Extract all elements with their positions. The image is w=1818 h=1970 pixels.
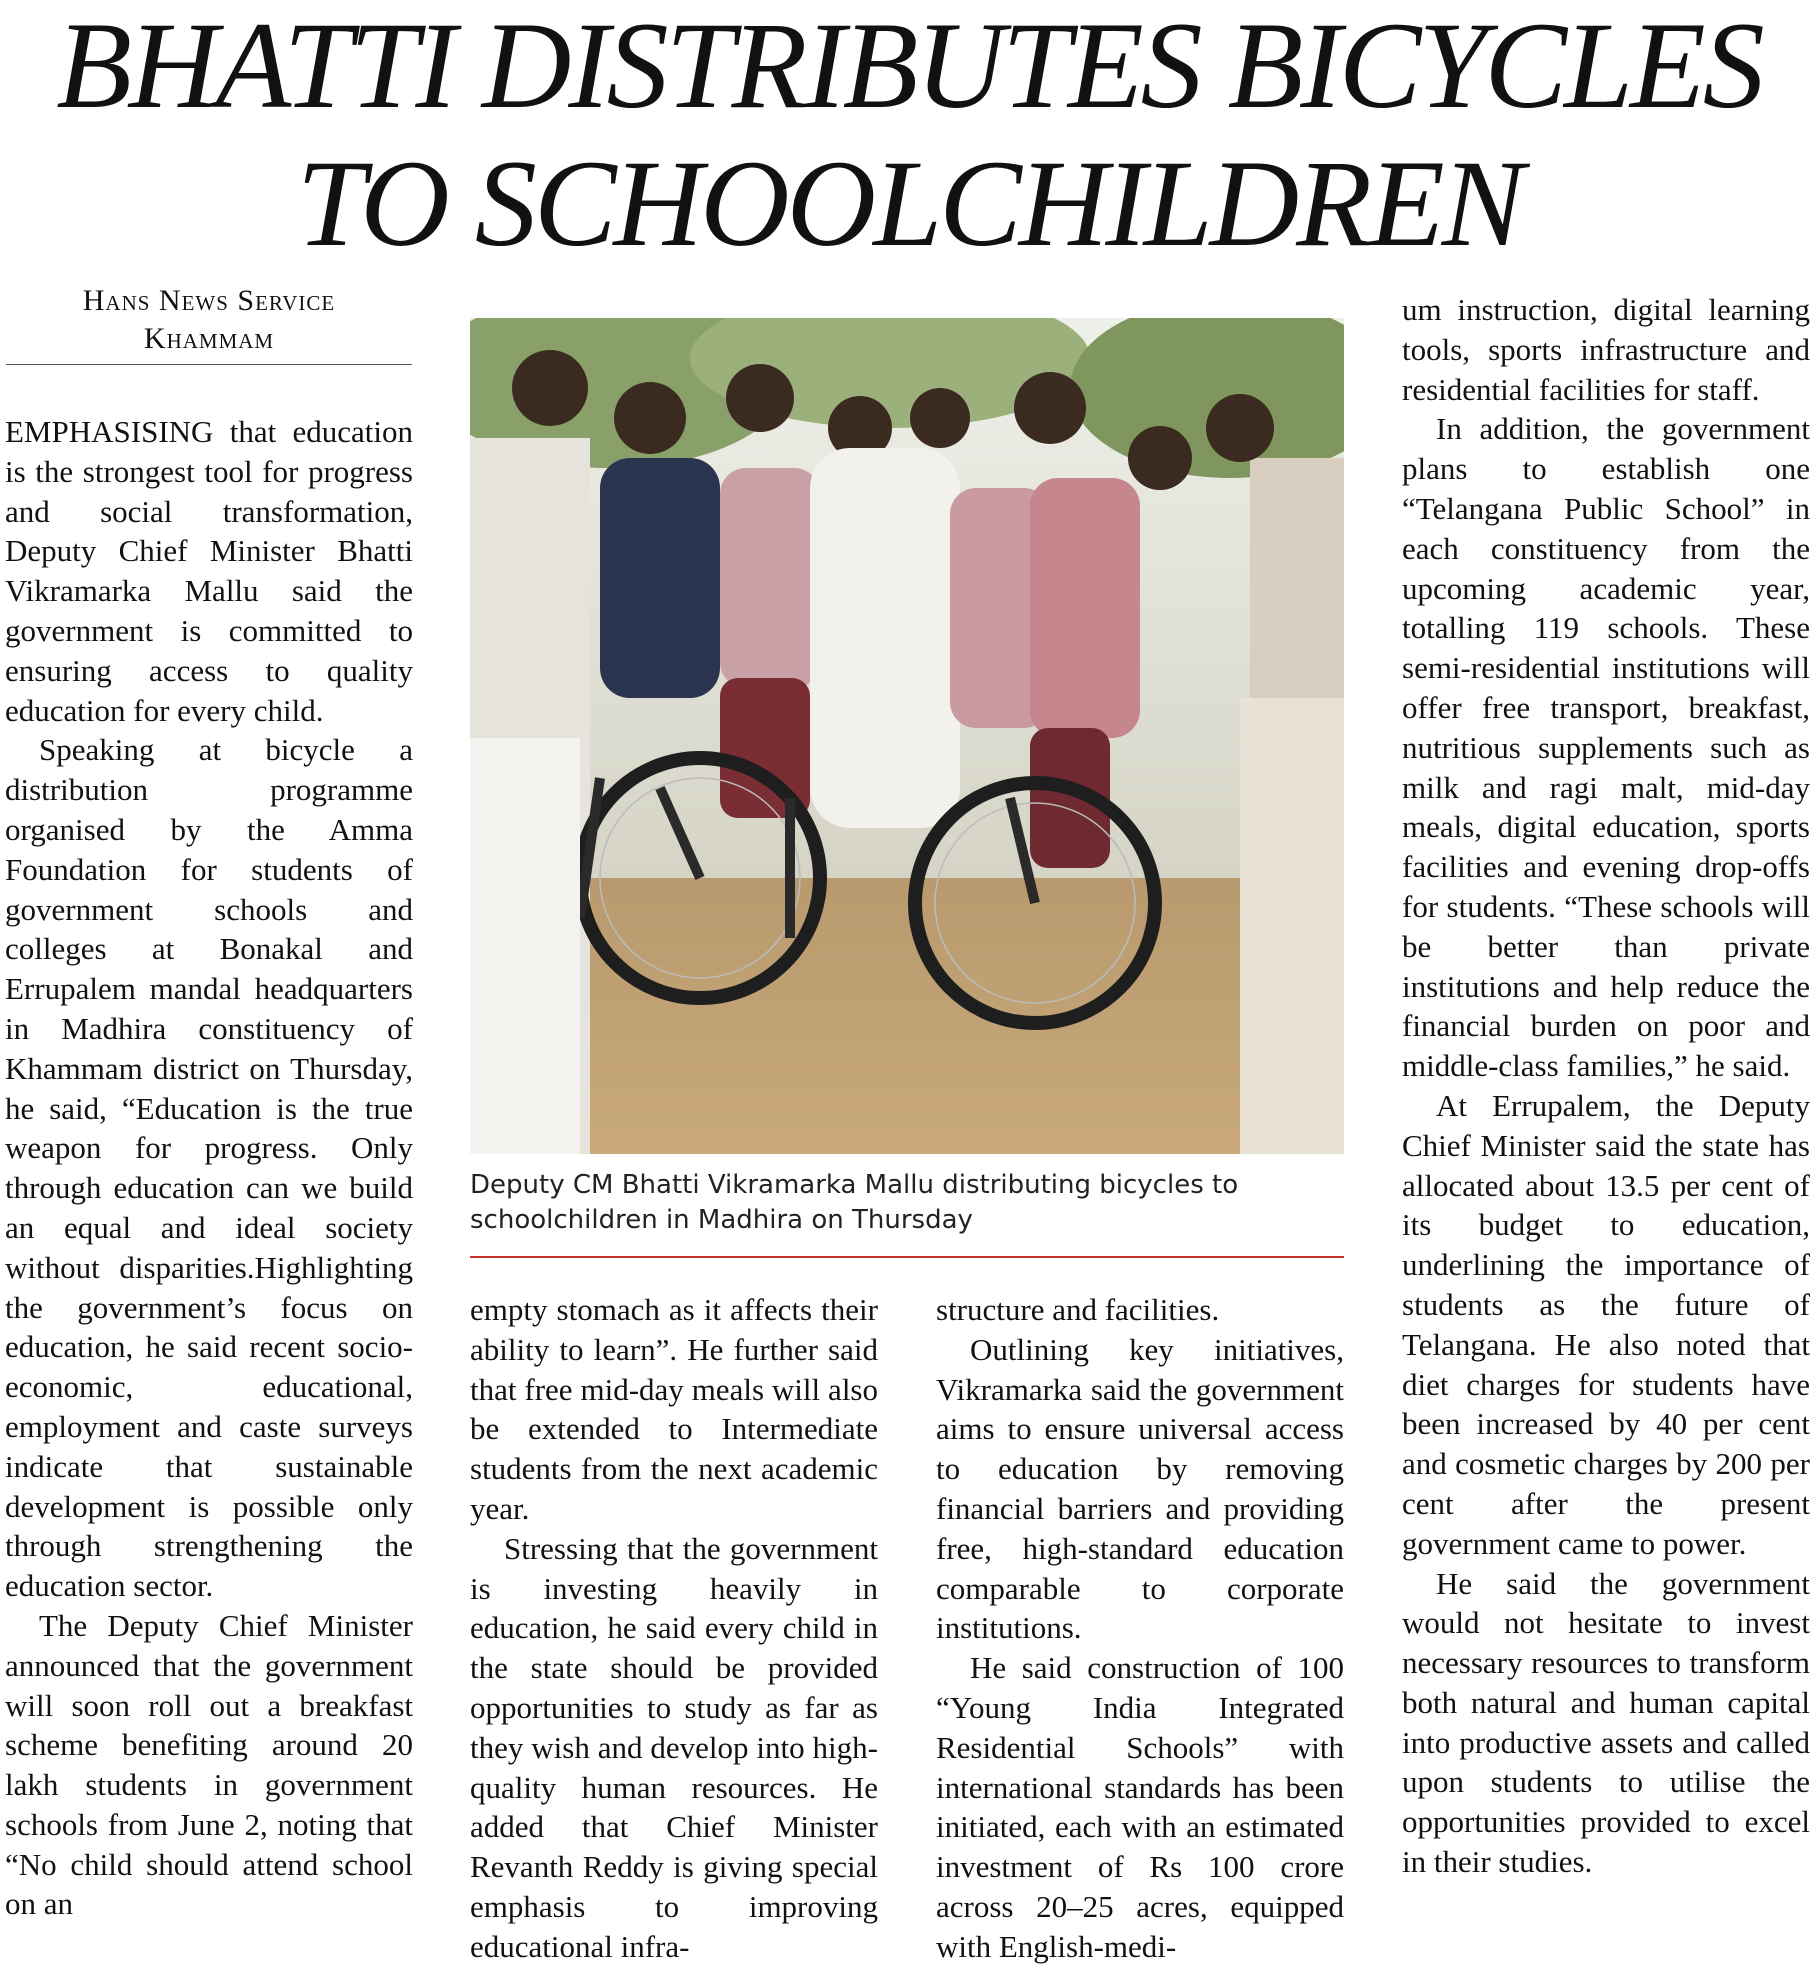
caption-line: schoolchildren in Madhira on Thursday [470, 1205, 973, 1235]
paragraph: In addition, the government plans to establish one “Telangana Public School” in each constituency from the upcoming academic year, totalling 119 schools. These semi-residential institutions will offer free transport, breakfast, nutritious supplements such as milk and ragi malt, mid-day meals, digital education, sports facilities and evening drop-offs for students. “These schools will be better than private institutions and help reduce the financial burden on poor and middle-class families,” he said. [1402, 411, 1810, 1084]
paragraph: Stressing that the government is investing heavily in education, he said every child in the state should be provided opportunities to study as far as they wish and develop into high-quality human resources. He added that Chief Minister Revanth Reddy is giving special emphasis to improving educational infra- [470, 1530, 878, 1964]
headline-line-1: BHATTI DISTRIBUTES BICYCLES [56, 0, 1762, 134]
caption-divider [470, 1256, 1344, 1258]
paragraph: um instruction, digital learning tools, sports infrastructure and residential facilities for staff. [1402, 292, 1810, 407]
article-column-4 [1402, 290, 1810, 1970]
caption-line: Deputy CM Bhatti Vikramarka Mallu distributing bicycles to [470, 1170, 1239, 1200]
byline-divider [6, 364, 412, 365]
article-column-1 [5, 412, 413, 1970]
paragraph: structure and facilities. [936, 1292, 1220, 1327]
byline-location: Khammam [143, 322, 275, 355]
article-column-3 [936, 1290, 1344, 1970]
paragraph: EMPHASISING that education is the strongest tool for progress and social transformation, Deputy Chief Minister Bhatti Vikramarka Mallu said the government is committed to ensuring access to quality education for every child. [5, 414, 413, 728]
news-photo-bicycle-distribution [470, 318, 1344, 1154]
byline [6, 282, 412, 358]
byline-agency: Hans News Service [82, 284, 336, 317]
paragraph: Outlining key initiatives, Vikramarka said the government aims to ensure universal access to education by removing financial barriers and providing free, high-standard education comparable to corporate institutions. [936, 1331, 1344, 1646]
paragraph: The Deputy Chief Minister announced that the government will soon roll out a breakfast scheme benefiting around 20 lakh students in government schools from June 2, noting that “No child should attend school on an [5, 1607, 413, 1922]
paragraph: He said construction of 100 “Young India Integrated Residential Schools” with international standards has been initiated, each with an estimated investment of Rs 100 crore across 20–25 acres, equipped with English-medi- [936, 1650, 1344, 1964]
article-column-2 [470, 1290, 878, 1970]
paragraph: He said the government would not hesitate to invest necessary resources to transform both natural and human capital into productive assets and called upon students to utilise the opportunities provided to excel in their studies. [1402, 1565, 1810, 1880]
paragraph: empty stomach as it affects their ability to learn”. He further said that free mid-day meals will also be extended to Intermediate students from the next academic year. [470, 1292, 878, 1526]
headline-line-2: TO SCHOOLCHILDREN [296, 135, 1522, 272]
paragraph: At Errupalem, the Deputy Chief Minister said the state has allocated about 13.5 per cent of its budget to education, underlining the importance of students as the future of Telangana. He also noted that diet charges for students have been increased by 40 per cent and cosmetic charges by 200 per cent after the present government came to power. [1402, 1087, 1810, 1561]
paragraph: Speaking at bicycle a distribution programme organised by the Amma Foundation for students of government schools and colleges at Bonakal and Errupalem mandal headquarters in Madhira constituency of Khammam district on Thursday, he said, “Education is the true weapon for progress. Only through education can we build an equal and ideal society without disparities.Highlighting the government’s focus on education, he said recent socio-economic, educational, employment and caste surveys indicate that sustainable development is possible only through strengthening the education sector. [5, 732, 413, 1604]
photo-caption [470, 1168, 1344, 1238]
